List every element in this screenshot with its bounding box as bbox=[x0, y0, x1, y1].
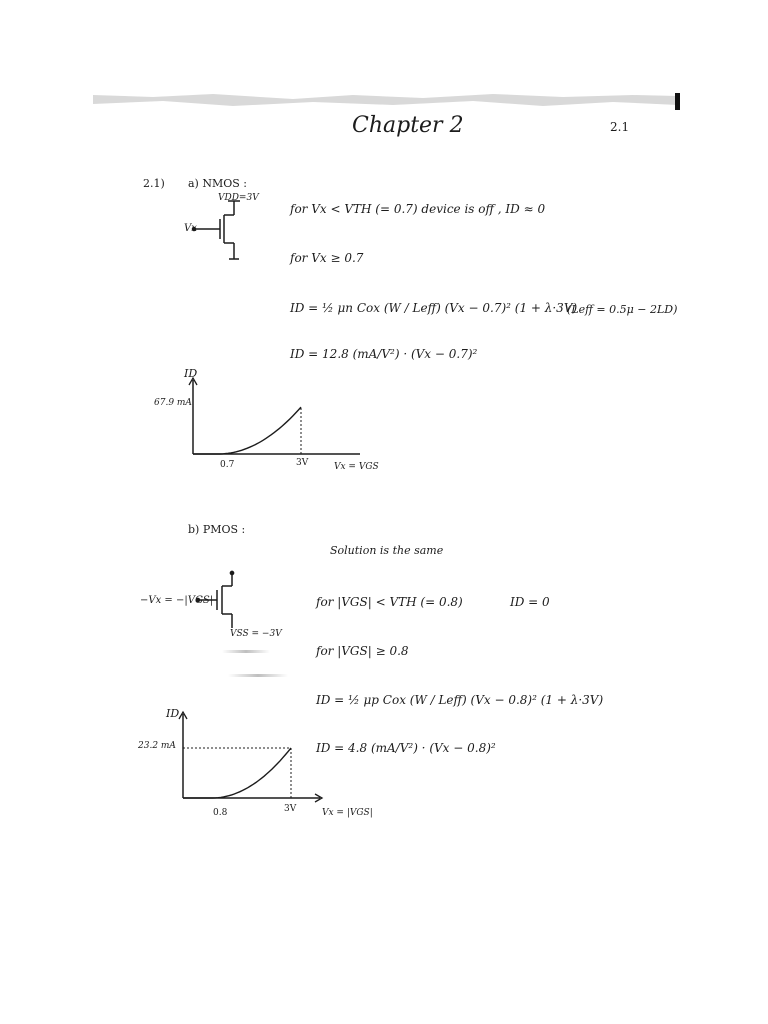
smudge-mark bbox=[228, 674, 288, 677]
nmos-vx-label: Vx bbox=[184, 223, 197, 234]
nmos-graph-x-label: Vx = VGS bbox=[334, 462, 379, 472]
pmos-graph-x-tick-max: 3V bbox=[284, 804, 297, 814]
nmos-id-equation: ID = ½ μn Cox (W / Leff) (Vx − 0.7)² (1 + λ·3V) bbox=[290, 301, 578, 315]
nmos-leff-note: (Leff = 0.5μ − 2LD) bbox=[567, 303, 678, 316]
part-a-label: a) NMOS : bbox=[188, 177, 247, 190]
pmos-condition-on: for |VGS| ≥ 0.8 bbox=[316, 644, 409, 658]
part-b-label: b) PMOS : bbox=[188, 523, 246, 536]
chapter-title: Chapter 2 bbox=[352, 113, 464, 138]
nmos-graph-x-tick-threshold: 0.7 bbox=[220, 460, 235, 470]
page-number: 2.1 bbox=[610, 120, 630, 134]
pmos-vss-label: VSS = −3V bbox=[230, 629, 282, 639]
pmos-graph-x-tick-threshold: 0.8 bbox=[213, 808, 228, 818]
nmos-condition-on: for Vx ≥ 0.7 bbox=[290, 251, 364, 265]
page-edge-mark bbox=[675, 93, 680, 110]
nmos-id-numeric: ID = 12.8 (mA/V²) · (Vx − 0.7)² bbox=[290, 347, 478, 361]
nmos-id-curve bbox=[193, 407, 301, 454]
problem-number: 2.1) bbox=[143, 177, 165, 190]
pmos-graph-x-label: Vx = |VGS| bbox=[322, 808, 373, 818]
pmos-solution-note: Solution is the same bbox=[330, 544, 444, 557]
smudge-mark bbox=[222, 650, 270, 653]
nmos-graph-y-tick: 67.9 mA bbox=[154, 398, 192, 408]
pmos-graph-y-tick: 23.2 mA bbox=[138, 741, 176, 751]
pmos-graph-y-label: ID bbox=[166, 707, 180, 720]
nmos-graph-x-tick-max: 3V bbox=[296, 458, 309, 468]
nmos-vdd-label: VDD=3V bbox=[218, 193, 259, 203]
pmos-vx-label: −Vx = −|VGS| bbox=[140, 595, 214, 606]
pmos-id-equation: ID = ½ μp Cox (W / Leff) (Vx − 0.8)² (1 + λ·3V) bbox=[316, 693, 604, 707]
pmos-id-curve bbox=[183, 748, 291, 798]
pmos-id-numeric: ID = 4.8 (mA/V²) · (Vx − 0.8)² bbox=[316, 741, 496, 755]
torn-paper-edge bbox=[93, 93, 678, 111]
nmos-graph-y-label: ID bbox=[184, 367, 198, 380]
pmos-condition-off: for |VGS| < VTH (= 0.8) bbox=[316, 595, 463, 609]
pmos-condition-off-result: ID = 0 bbox=[510, 595, 550, 609]
nmos-condition-off: for Vx < VTH (= 0.7) device is off , ID ≈ 0 bbox=[290, 202, 546, 216]
